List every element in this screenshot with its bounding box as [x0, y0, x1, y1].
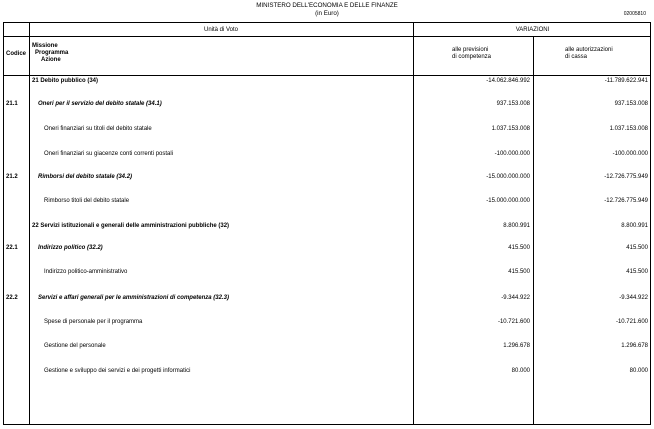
- row-cassa: -12.726.775.949: [604, 174, 648, 180]
- row-code: 22.2: [6, 295, 18, 301]
- row-label: Rimborsi del debito statale (34.2): [38, 174, 133, 180]
- row-label: Oneri finanziari su titoli del debito statale: [44, 126, 152, 132]
- cassa-header-line1: alle autorizzazioni: [565, 47, 613, 53]
- codice-header: Codice: [6, 51, 27, 57]
- row-competenza: 1.037.153.008: [491, 126, 530, 132]
- row-cassa: -12.726.775.949: [604, 198, 648, 204]
- ministry-title: MINISTERO DELL'ECONOMIA E DELLE FINANZE: [256, 2, 398, 9]
- row-competenza: 8.800.991: [503, 223, 530, 229]
- row-label: Oneri per il servizio del debito statale (34.1): [38, 101, 162, 107]
- row-cassa: 1.296.678: [621, 343, 648, 349]
- cassa-header-line2: di cassa: [565, 54, 588, 60]
- row-cassa: -11.789.622.941: [604, 78, 648, 84]
- row-competenza: -14.062.846.992: [486, 78, 530, 84]
- row-competenza: 80.000: [511, 368, 530, 374]
- row-cassa: 1.037.153.008: [609, 126, 648, 132]
- row-code: 21.2: [6, 174, 18, 180]
- row-label: Indirizzo politico (32.2): [38, 245, 103, 251]
- row-cassa: 8.800.991: [621, 223, 648, 229]
- row-cassa: 80.000: [629, 368, 648, 374]
- row-competenza: 1.296.678: [503, 343, 530, 349]
- row-cassa: 415.500: [626, 269, 648, 275]
- row-label: Indirizzo politico-amministrativo: [44, 269, 128, 275]
- row-label: Gestione del personale: [44, 343, 106, 349]
- competenza-header-line2: di competenza: [452, 54, 492, 60]
- row-code: 22.1: [6, 245, 18, 251]
- row-competenza: -15.000.000.000: [486, 198, 530, 204]
- row-label: Gestione e sviluppo dei servizi e dei progetti informatici: [44, 368, 191, 374]
- row-label: Servizi e affari generali per le amministrazioni di competenza (32.3): [38, 295, 229, 301]
- row-label: 21 Debito pubblico (34): [32, 78, 99, 84]
- row-cassa: -100.000.000: [612, 151, 648, 157]
- programma-header: Programma: [35, 50, 69, 56]
- budget-table: [3, 22, 651, 425]
- azione-header: Azione: [41, 57, 61, 63]
- row-cassa: -10.721.600: [615, 319, 648, 325]
- competenza-header-line1: alle previsioni: [452, 47, 489, 53]
- row-competenza: -9.344.922: [501, 295, 530, 301]
- row-label: Rimborso titoli del debito statale: [44, 198, 130, 204]
- row-competenza: -10.721.600: [497, 319, 530, 325]
- missione-header: Missione: [32, 43, 58, 49]
- variazioni-header: VARIAZIONI: [515, 27, 550, 33]
- row-competenza: -100.000.000: [494, 151, 530, 157]
- row-label: 22 Servizi istituzionali e generali delle amministrazioni pubbliche (32): [32, 223, 230, 229]
- row-competenza: 937.153.008: [496, 101, 530, 107]
- row-cassa: -9.344.922: [619, 295, 648, 301]
- row-code: 21.1: [6, 101, 18, 107]
- row-label: Spese di personale per il programma: [44, 319, 143, 325]
- row-competenza: 415.500: [508, 269, 530, 275]
- unita-di-voto-header: Unità di Voto: [203, 27, 239, 33]
- row-competenza: -15.000.000.000: [486, 174, 530, 180]
- row-cassa: 937.153.008: [614, 101, 648, 107]
- row-competenza: 415.500: [508, 245, 530, 251]
- row-label: Oneri finanziari su giacenze conti correnti postali: [44, 151, 174, 157]
- document-code: 02005810: [623, 11, 646, 17]
- currency-unit: (in Euro): [315, 10, 339, 17]
- row-cassa: 415.500: [626, 245, 648, 251]
